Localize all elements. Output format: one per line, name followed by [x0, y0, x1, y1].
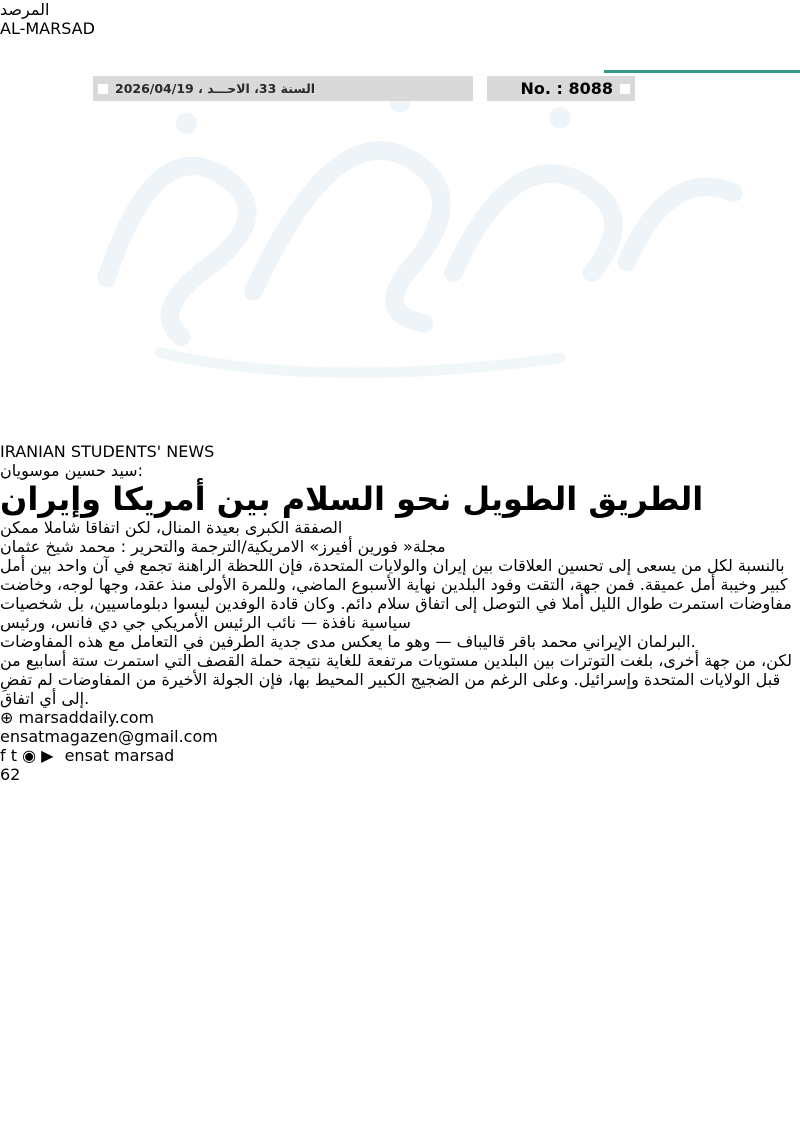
footer-email-text: ensatmagazen@gmail.com [0, 727, 218, 746]
body-paragraph: البرلمان الإيراني محمد باقر قاليباف — وهو ما يعكس مدى جدية الطرفين في التعامل مع هذه المفاوضات. [0, 632, 696, 651]
youtube-icon[interactable]: ▶ [41, 746, 54, 765]
body-paragraph: بالنسبة لكل من يسعى إلى تحسين العلاقات بين إيران والولايات المتحدة، فإن اللحظة الراهنة تجمع في آن واحد بين أمل كبير وخيبة أمل عميقة. فمن جهة، التقت وفود البلدين نهاية الأسبوع الماضي، وللمرة الأولى منذ عقد، وجها لوجه، وخاضت مفاوضات استمرت طوال الليل أملا في التوصل إلى اتفاق سلام دائم. وكان قادة الوفدين ليسوا دبلوماسيين، بل شخصيات سياسية نافذة — نائب الرئيس الأمريكي جي دي فانس، ورئيس [0, 556, 792, 632]
footer-website-text: marsaddaily.com [18, 708, 155, 727]
body-column-right [0, 556, 800, 632]
almarsad-logo [0, 0, 800, 38]
header-ornament-square [98, 84, 108, 94]
page-number-badge [0, 765, 800, 784]
article-byline: مجلة« فورين أفيرز» الامريكية/الترجمة والتحرير : محمد شيخ عثمان [0, 537, 446, 556]
header-ornament-square [620, 84, 630, 94]
body-column-left [0, 632, 800, 708]
logo-latin-text: AL-MARSAD [0, 19, 95, 38]
header-date-bar [93, 76, 473, 101]
issue-date: السنة 33، الاحـــد ، 2026/04/19 [115, 81, 316, 96]
header-teal-rule [604, 70, 800, 73]
facebook-icon[interactable]: f [0, 746, 6, 765]
issue-number: No. : 8088 [520, 79, 613, 98]
header-issue-bar [487, 76, 635, 101]
footer-social [0, 746, 800, 765]
kicker-banner [0, 461, 800, 480]
article-subtitle: الصفقة الكبرى بعيدة المنال، لكن اتفاقا شاملا ممكن [0, 518, 343, 537]
subtitle-bar [0, 518, 800, 537]
footer-social-handle: ensat marsad [64, 746, 175, 765]
page-number: 62 [0, 765, 21, 784]
globe-icon: ⊕ [0, 708, 14, 727]
instagram-icon[interactable]: ◉ [22, 746, 37, 765]
footer [0, 708, 800, 765]
logo-arabic-text: المرصد [0, 0, 50, 19]
footer-website[interactable] [0, 708, 800, 727]
footer-email[interactable] [0, 727, 800, 746]
kicker-text: سيد حسين موسويان: [0, 461, 143, 480]
byline-bar [0, 537, 800, 556]
article-title: الطريق الطويل نحو السلام بين أمريكا وإيران [0, 480, 704, 518]
headline-box [0, 480, 800, 518]
body-paragraph: لكن، من جهة أخرى، بلغت التوترات بين البلدين مستويات مرتفعة للغاية نتيجة حملة القصف التي استمرت ستة أسابيع من قبل الولايات المتحدة وإسرائيل. وعلى الرغم من الضجيج الكبير المحيط بها، فإن الجولة الأخيرة من المفاوضات لم تفضِ إلى أي اتفاق. [0, 651, 793, 708]
article-photo [0, 38, 800, 461]
twitter-icon[interactable]: t [10, 746, 18, 765]
photo-banner-caption: IRANIAN STUDENTS' NEWS [0, 442, 215, 461]
